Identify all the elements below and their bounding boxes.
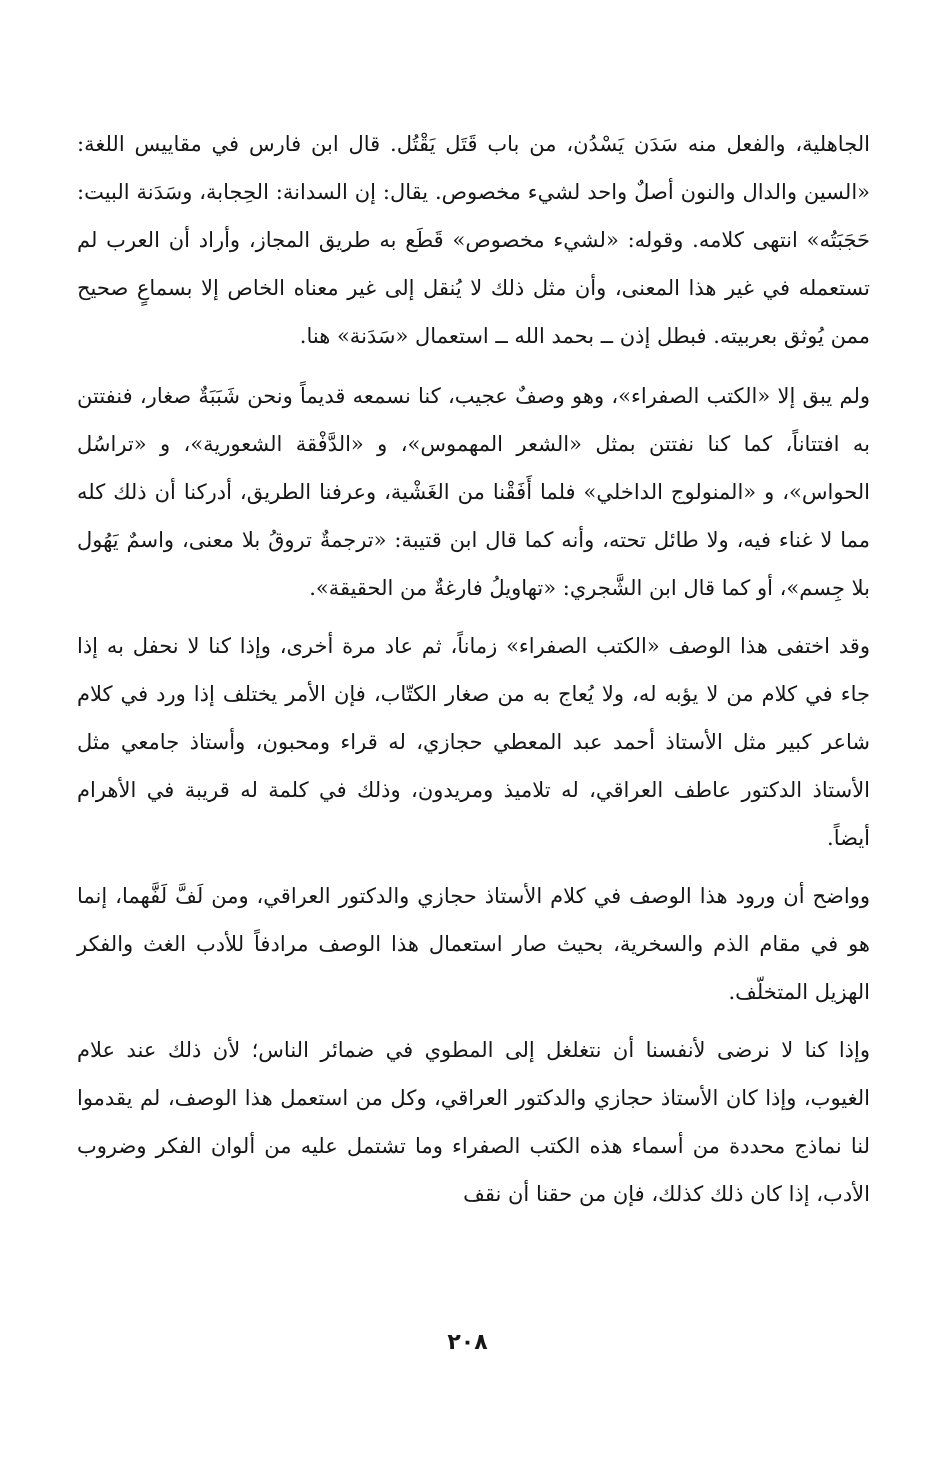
paragraph-3: وقد اختفى هذا الوصف «الكتب الصفراء» زماناً، ثم عاد مرة أخرى، وإذا كنا لا نحفل به إذا جاء في كلام من لا يؤبه له، ولا يُعاج به من صغار الكتّاب، فإن الأمر يختلف إذا ورد في كلام شاعر كبير مثل الأستاذ أحمد عبد المعطي حجازي، له قراء ومحبون، وأستاذ جامعي مثل الأستاذ الدكتور عاطف العراقي، له تلاميذ ومريدون، وذلك في كلمة له قريبة في الأهرام أيضاً. [77,634,870,850]
paragraph-1: الجاهلية، والفعل منه سَدَن يَسْدُن، من باب قَتَل يَقْتُل. قال ابن فارس في مقاييس اللغة: «السين والدال والنون أصلٌ واحد لشيء مخصوص. يقال: إن السدانة: الحِجابة، وسَدَنة البيت: حَجَبَتُه» انتهى كلامه. وقوله: «لشيء مخصوص» قَطَع به طريق المجاز، وأراد أن العرب لم تستعمله في غير هذا المعنى، وأن مثل ذلك لا يُنقل إلى غير معناه الخاص إلا بسماعٍ صحيح ممن يُوثق بعربيته. فبطل إذن ــ بحمد الله ــ استعمال «سَدَنة» هنا. [77,132,870,348]
page-number: ٢٠٨ [447,1330,488,1355]
page-body [77,120,870,1228]
paragraph-4: وواضح أن ورود هذا الوصف في كلام الأستاذ حجازي والدكتور العراقي، ومن لَفَّ لَفَّهما، إنما هو في مقام الذم والسخرية، بحيث صار استعمال هذا الوصف مرادفاً للأدب الغث والفكر الهزيل المتخلّف. [77,884,870,1004]
paragraph-2: ولم يبق إلا «الكتب الصفراء»، وهو وصفٌ عجيب، كنا نسمعه قديماً ونحن شَبَبَةٌ صغار، فنفتتن به افتتاناً، كما كنا نفتتن بمثل «الشعر المهموس»، و «الدَّفْقة الشعورية»، و «تراسُل الحواس»، و «المنولوج الداخلي» فلما أَفَقْنا من الغَشْية، وعرفنا الطريق، أدركنا أن ذلك كله مما لا غناء فيه، ولا طائل تحته، وأنه كما قال ابن قتيبة: «ترجمةٌ تروقُ بلا معنى، واسمٌ يَهُول بلا جِسم»، أو كما قال ابن الشَّجري: «تهاويلُ فارغةٌ من الحقيقة». [77,384,870,600]
paragraph-5: وإذا كنا لا نرضى لأنفسنا أن نتغلغل إلى المطوي في ضمائر الناس؛ لأن ذلك عند علام الغيوب، وإذا كان الأستاذ حجازي والدكتور العراقي، وكل من استعمل هذا الوصف، لم يقدموا لنا نماذج محددة من أسماء هذه الكتب الصفراء وما تشتمل عليه من ألوان الفكر وضروب الأدب، إذا كان ذلك كذلك، فإن من حقنا أن نقف [77,1038,870,1206]
